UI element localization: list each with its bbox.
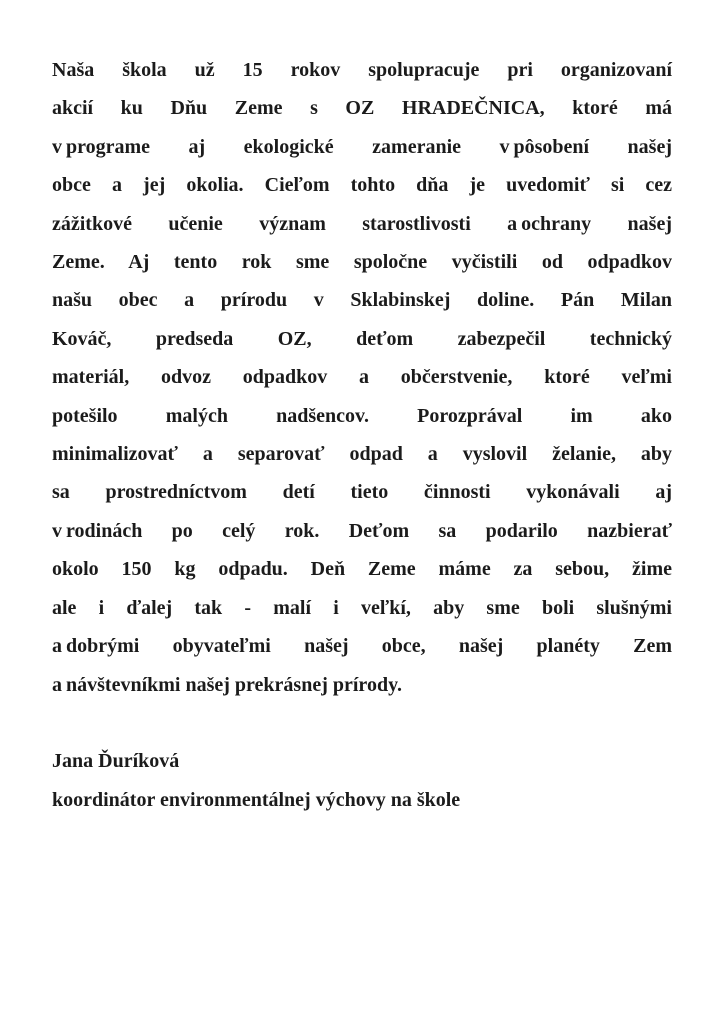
paragraph-line: okolo 150 kg odpadu. Deň Zeme máme za sebou, žime [52,558,672,581]
paragraph-line: minimalizovať a separovať odpad a vyslovil želanie, aby [52,443,672,466]
paragraph-line: zážitkové učenie význam starostlivosti a ochrany našej [52,212,672,235]
paragraph-line: sa prostredníctvom detí tieto činnosti vykonávali aj [52,481,672,504]
text-column [52,51,672,819]
paragraph-line: Kováč, predseda OZ, deťom zabezpečil technický [52,327,672,350]
paragraph-line-last: a návštevníkmi našej prekrásnej prírody. [52,673,402,696]
blank-line [52,704,672,742]
paragraph-line: akcií ku Dňu Zeme s OZ HRADEČNICA, ktoré má [52,97,672,120]
paragraph-line: našu obec a prírodu v Sklabinskej doline. Pán Milan [52,289,672,312]
signature-name: Jana Ďuríková [52,750,180,773]
paragraph-line: Zeme. Aj tento rok sme spoločne vyčistili od odpadkov [52,251,672,274]
paragraph-line: potešilo malých nadšencov. Porozprával im ako [52,404,672,427]
paragraph-line: ale i ďalej tak - malí i veľkí, aby sme boli slušnými [52,596,672,619]
paragraph-line: a dobrými obyvateľmi našej obce, našej planéty Zem [52,635,672,658]
signature-block [52,742,672,819]
signature-role: koordinátor environmentálnej výchovy na škole [52,788,461,811]
paragraph-line: v rodinách po celý rok. Deťom sa podarilo nazbierať [52,519,672,542]
paragraph-line: v programe aj ekologické zameranie v pôsobení našej [52,135,672,158]
body-paragraph [52,51,672,704]
paragraph-line: Naša škola už 15 rokov spolupracuje pri organizovaní [52,59,672,81]
paragraph-line: materiál, odvoz odpadkov a občerstvenie, ktoré veľmi [52,366,672,389]
paragraph-line: obce a jej okolia. Cieľom tohto dňa je uvedomiť si cez [52,174,672,197]
